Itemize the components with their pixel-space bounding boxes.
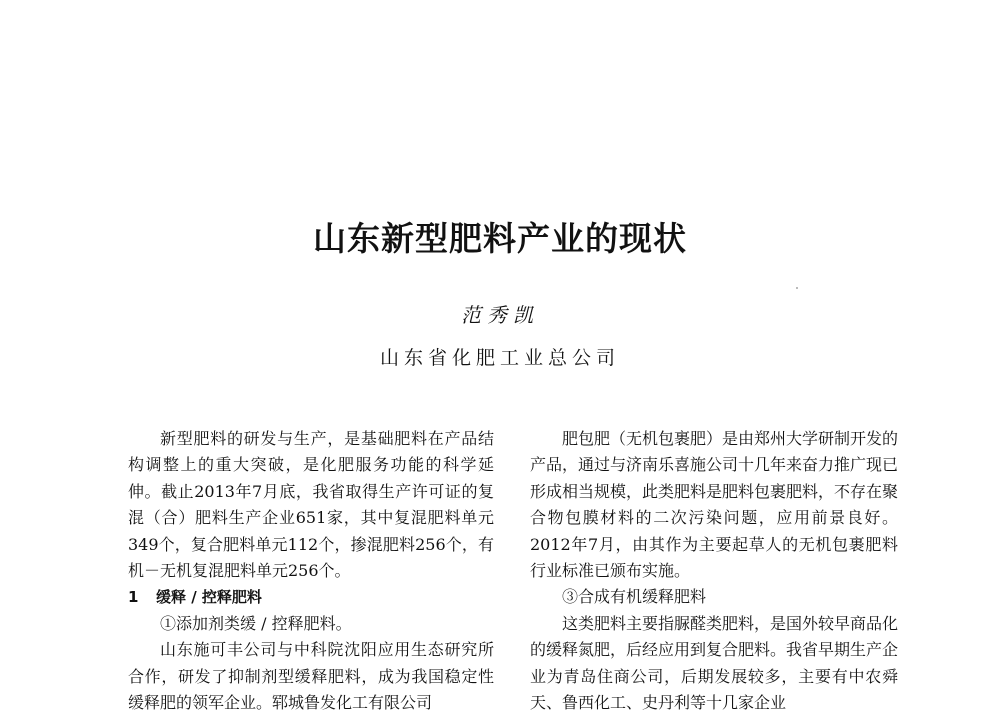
- author-affiliation: 山东省化肥工业总公司: [379, 347, 620, 369]
- subsection-1-paragraph: 山东施可丰公司与中科院沈阳应用生态研究所合作，研发了抑制剂型缓释肥料，成为我国稳定性缓释肥的领军企业。郓城鲁发化工有限公司: [128, 640, 494, 713]
- section-1-number: 1: [128, 588, 139, 607]
- intro-paragraph: 新型肥料的研发与生产，是基础肥料在产品结构调整上的重大突破，是化肥服务功能的科学延伸。截止2013年7月底，我省取得生产许可证的复混（合）肥料生产企业651家，其中复混肥料单元349个，复合肥料单元112个，掺混肥料256个，有机－无机复混肥料单元256个。: [128, 429, 494, 581]
- author-name: 范秀凯: [461, 303, 539, 327]
- scan-speck: [796, 287, 798, 289]
- section-1-title: 缓释 / 控释肥料: [156, 588, 262, 607]
- left-column: [128, 426, 494, 716]
- subsection-3-heading: ③合成有机缓释肥料: [562, 587, 707, 607]
- section-1-heading: [128, 584, 494, 610]
- inorganic-coated-fertilizer-paragraph: 肥包肥（无机包裹肥）是由郑州大学研制开发的产品，通过与济南乐喜施公司十几年来奋力推广现已形成相当规模，此类肥料是肥料包裹肥料，不存在聚合物包膜材料的二次污染问题，应用前景良好。2012年7月，由其作为主要起草人的无机包裹肥料行业标准已颁布实施。: [530, 429, 899, 581]
- right-column: [530, 426, 898, 716]
- subsection-1-heading: ①添加剂类缓 / 控释肥料。: [160, 613, 352, 633]
- urea-formaldehyde-paragraph: 这类肥料主要指脲醛类肥料，是国外较早商品化的缓释氮肥，后经应用到复合肥料。我省早期生产企业为青岛住商公司，后期发展较多，主要有中农舜天、鲁西化工、史丹利等十几家企业: [530, 613, 899, 713]
- article-title: 山东新型肥料产业的现状: [313, 219, 687, 258]
